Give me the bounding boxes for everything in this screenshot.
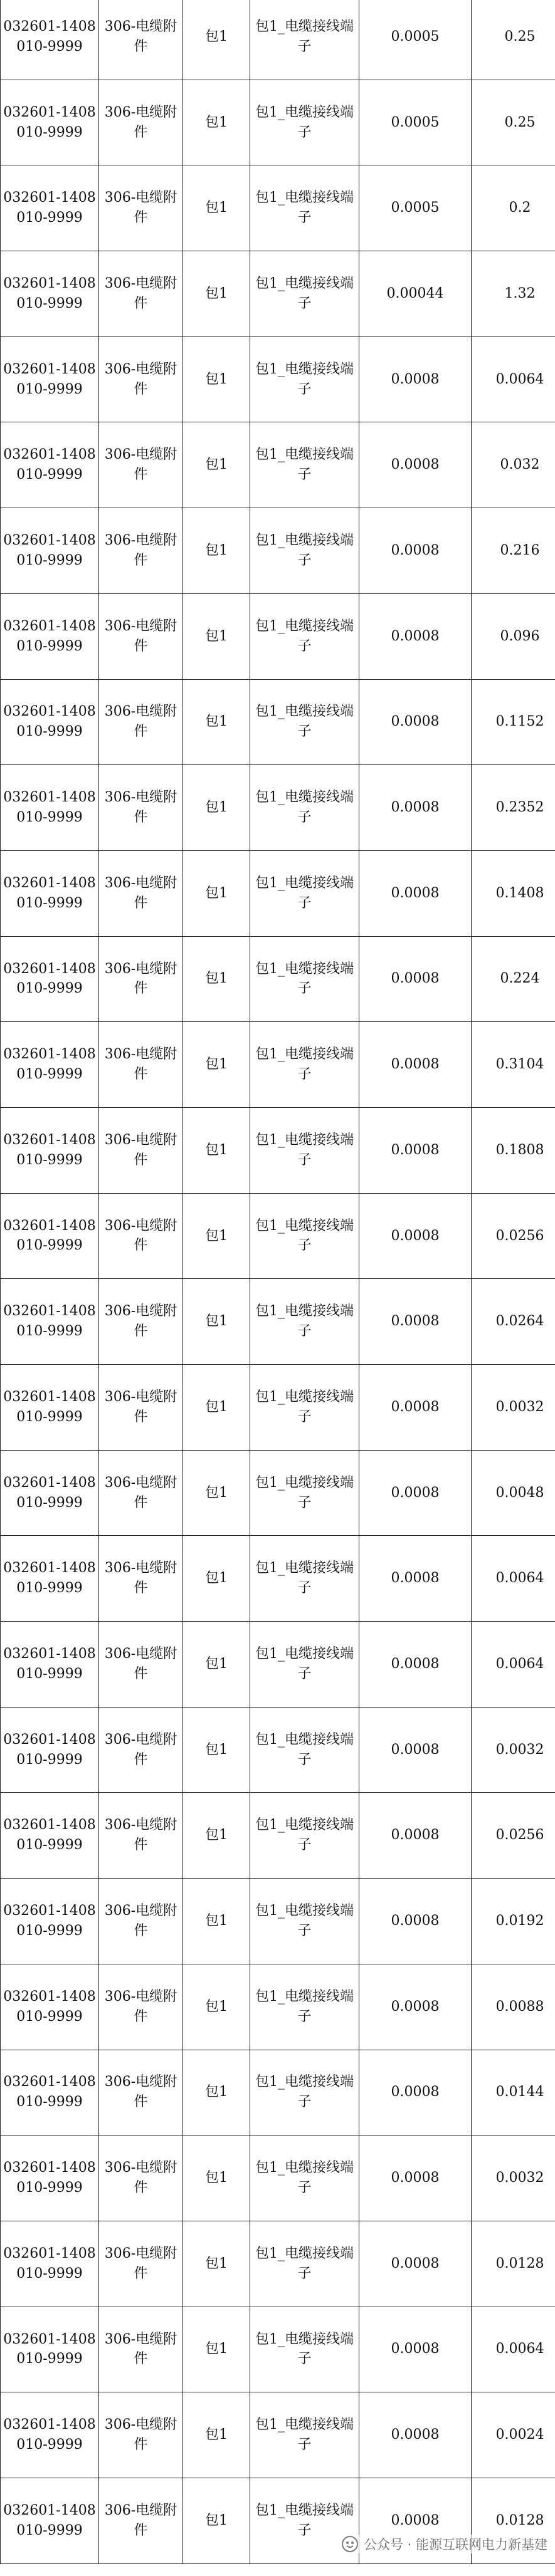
quantity-cell: 0.224 xyxy=(472,936,555,1022)
unit-value-cell: 0.00044 xyxy=(359,251,472,337)
package-cell: 包1 xyxy=(183,1793,250,1879)
category-cell: 306-电缆附件 xyxy=(99,765,183,851)
package-cell: 包1 xyxy=(183,1450,250,1536)
package-cell: 包1 xyxy=(183,0,250,80)
material-name-cell: 包1_电缆接线端子 xyxy=(250,1107,359,1193)
unit-value-cell: 0.0008 xyxy=(359,1107,472,1193)
material-name-cell: 包1_电缆接线端子 xyxy=(250,2478,359,2563)
table-row xyxy=(1,1879,555,1964)
material-code-cell: 032601-1408010-9999 xyxy=(1,1107,99,1193)
package-cell: 包1 xyxy=(183,2478,250,2563)
unit-value-cell: 0.0008 xyxy=(359,2307,472,2392)
material-code-cell: 032601-1408010-9999 xyxy=(1,936,99,1022)
material-name-cell: 包1_电缆接线端子 xyxy=(250,336,359,422)
table-row xyxy=(1,1279,555,1365)
unit-value-cell: 0.0008 xyxy=(359,2392,472,2478)
material-name-cell: 包1_电缆接线端子 xyxy=(250,80,359,165)
material-name-cell: 包1_电缆接线端子 xyxy=(250,1450,359,1536)
quantity-cell: 0.3104 xyxy=(472,1022,555,1108)
package-cell: 包1 xyxy=(183,80,250,165)
material-code-cell: 032601-1408010-9999 xyxy=(1,508,99,594)
material-code-cell: 032601-1408010-9999 xyxy=(1,2050,99,2135)
category-cell: 306-电缆附件 xyxy=(99,422,183,508)
quantity-cell: 0.0064 xyxy=(472,336,555,422)
quantity-cell: 0.096 xyxy=(472,593,555,679)
quantity-cell: 0.0256 xyxy=(472,1793,555,1879)
quantity-cell: 0.1152 xyxy=(472,679,555,765)
table-row xyxy=(1,2392,555,2478)
material-code-cell: 032601-1408010-9999 xyxy=(1,0,99,80)
category-cell: 306-电缆附件 xyxy=(99,336,183,422)
unit-value-cell: 0.0008 xyxy=(359,2478,472,2563)
package-cell: 包1 xyxy=(183,765,250,851)
package-cell: 包1 xyxy=(183,1536,250,1622)
material-code-cell: 032601-1408010-9999 xyxy=(1,1622,99,1708)
quantity-cell: 0.0048 xyxy=(472,1450,555,1536)
material-code-cell: 032601-1408010-9999 xyxy=(1,1793,99,1879)
table-row xyxy=(1,336,555,422)
wechat-official-account-icon xyxy=(341,2535,359,2553)
table-row xyxy=(1,1536,555,1622)
material-name-cell: 包1_电缆接线端子 xyxy=(250,2050,359,2135)
category-cell: 306-电缆附件 xyxy=(99,1707,183,1793)
table-row xyxy=(1,1793,555,1879)
quantity-cell: 0.0128 xyxy=(472,2221,555,2307)
unit-value-cell: 0.0008 xyxy=(359,1879,472,1964)
material-code-cell: 032601-1408010-9999 xyxy=(1,1022,99,1108)
table-row xyxy=(1,0,555,80)
package-cell: 包1 xyxy=(183,1964,250,2050)
category-cell: 306-电缆附件 xyxy=(99,1107,183,1193)
package-cell: 包1 xyxy=(183,251,250,337)
package-cell: 包1 xyxy=(183,2135,250,2221)
quantity-cell: 0.2352 xyxy=(472,765,555,851)
category-cell: 306-电缆附件 xyxy=(99,508,183,594)
category-cell: 306-电缆附件 xyxy=(99,2307,183,2392)
table-row xyxy=(1,2221,555,2307)
category-cell: 306-电缆附件 xyxy=(99,80,183,165)
material-code-cell: 032601-1408010-9999 xyxy=(1,2307,99,2392)
table-row xyxy=(1,936,555,1022)
package-cell: 包1 xyxy=(183,1279,250,1365)
material-code-cell: 032601-1408010-9999 xyxy=(1,2478,99,2563)
package-cell: 包1 xyxy=(183,508,250,594)
quantity-cell: 0.2 xyxy=(472,165,555,251)
table-row xyxy=(1,2135,555,2221)
material-name-cell: 包1_电缆接线端子 xyxy=(250,2135,359,2221)
table-row xyxy=(1,165,555,251)
material-name-cell: 包1_电缆接线端子 xyxy=(250,2392,359,2478)
quantity-cell: 0.25 xyxy=(472,80,555,165)
category-cell: 306-电缆附件 xyxy=(99,2050,183,2135)
table-row xyxy=(1,1707,555,1793)
package-cell: 包1 xyxy=(183,2050,250,2135)
quantity-cell: 0.0264 xyxy=(472,1279,555,1365)
material-name-cell: 包1_电缆接线端子 xyxy=(250,251,359,337)
material-code-cell: 032601-1408010-9999 xyxy=(1,593,99,679)
category-cell: 306-电缆附件 xyxy=(99,2135,183,2221)
table-row xyxy=(1,1622,555,1708)
package-cell: 包1 xyxy=(183,679,250,765)
material-code-cell: 032601-1408010-9999 xyxy=(1,1193,99,1279)
category-cell: 306-电缆附件 xyxy=(99,1536,183,1622)
unit-value-cell: 0.0008 xyxy=(359,850,472,936)
table-row xyxy=(1,850,555,936)
unit-value-cell: 0.0008 xyxy=(359,1622,472,1708)
unit-value-cell: 0.0008 xyxy=(359,936,472,1022)
quantity-cell: 0.0088 xyxy=(472,1964,555,2050)
unit-value-cell: 0.0008 xyxy=(359,1964,472,2050)
material-name-cell: 包1_电缆接线端子 xyxy=(250,1707,359,1793)
category-cell: 306-电缆附件 xyxy=(99,679,183,765)
unit-value-cell: 0.0008 xyxy=(359,765,472,851)
package-cell: 包1 xyxy=(183,936,250,1022)
category-cell: 306-电缆附件 xyxy=(99,1879,183,1964)
watermark-text: 公众号 · 能源互联网电力新基建 xyxy=(363,2537,547,2552)
category-cell: 306-电缆附件 xyxy=(99,251,183,337)
table-row xyxy=(1,251,555,337)
package-cell: 包1 xyxy=(183,593,250,679)
material-name-cell: 包1_电缆接线端子 xyxy=(250,422,359,508)
unit-value-cell: 0.0008 xyxy=(359,1022,472,1108)
unit-value-cell: 0.0008 xyxy=(359,2050,472,2135)
material-code-cell: 032601-1408010-9999 xyxy=(1,850,99,936)
category-cell: 306-电缆附件 xyxy=(99,1022,183,1108)
category-cell: 306-电缆附件 xyxy=(99,593,183,679)
material-name-cell: 包1_电缆接线端子 xyxy=(250,593,359,679)
quantity-cell: 0.216 xyxy=(472,508,555,594)
material-name-cell: 包1_电缆接线端子 xyxy=(250,508,359,594)
category-cell: 306-电缆附件 xyxy=(99,936,183,1022)
category-cell: 306-电缆附件 xyxy=(99,1193,183,1279)
unit-value-cell: 0.0005 xyxy=(359,165,472,251)
quantity-cell: 0.0032 xyxy=(472,2135,555,2221)
package-cell: 包1 xyxy=(183,1365,250,1451)
material-name-cell: 包1_电缆接线端子 xyxy=(250,2307,359,2392)
material-code-cell: 032601-1408010-9999 xyxy=(1,1450,99,1536)
unit-value-cell: 0.0008 xyxy=(359,1450,472,1536)
material-code-cell: 032601-1408010-9999 xyxy=(1,2221,99,2307)
table-row xyxy=(1,80,555,165)
category-cell: 306-电缆附件 xyxy=(99,1279,183,1365)
quantity-cell: 0.1408 xyxy=(472,850,555,936)
material-code-cell: 032601-1408010-9999 xyxy=(1,165,99,251)
material-code-cell: 032601-1408010-9999 xyxy=(1,80,99,165)
quantity-cell: 0.0064 xyxy=(472,2307,555,2392)
category-cell: 306-电缆附件 xyxy=(99,1450,183,1536)
package-cell: 包1 xyxy=(183,422,250,508)
package-cell: 包1 xyxy=(183,1193,250,1279)
quantity-cell: 0.0064 xyxy=(472,1622,555,1708)
material-name-cell: 包1_电缆接线端子 xyxy=(250,679,359,765)
table-body xyxy=(1,0,555,2563)
material-code-cell: 032601-1408010-9999 xyxy=(1,1536,99,1622)
category-cell: 306-电缆附件 xyxy=(99,2478,183,2563)
material-code-cell: 032601-1408010-9999 xyxy=(1,422,99,508)
package-cell: 包1 xyxy=(183,165,250,251)
material-code-cell: 032601-1408010-9999 xyxy=(1,1365,99,1451)
quantity-cell: 0.0032 xyxy=(472,1707,555,1793)
table-row xyxy=(1,593,555,679)
unit-value-cell: 0.0008 xyxy=(359,1193,472,1279)
material-code-cell: 032601-1408010-9999 xyxy=(1,336,99,422)
unit-value-cell: 0.0008 xyxy=(359,422,472,508)
quantity-cell: 0.0128 xyxy=(472,2478,555,2563)
package-cell: 包1 xyxy=(183,2392,250,2478)
package-cell: 包1 xyxy=(183,1879,250,1964)
material-name-cell: 包1_电缆接线端子 xyxy=(250,165,359,251)
category-cell: 306-电缆附件 xyxy=(99,0,183,80)
material-code-cell: 032601-1408010-9999 xyxy=(1,1964,99,2050)
package-cell: 包1 xyxy=(183,1022,250,1108)
table-row xyxy=(1,1964,555,2050)
material-code-cell: 032601-1408010-9999 xyxy=(1,1707,99,1793)
material-code-cell: 032601-1408010-9999 xyxy=(1,765,99,851)
material-name-cell: 包1_电缆接线端子 xyxy=(250,1279,359,1365)
package-cell: 包1 xyxy=(183,850,250,936)
unit-value-cell: 0.0008 xyxy=(359,336,472,422)
category-cell: 306-电缆附件 xyxy=(99,1622,183,1708)
material-name-cell: 包1_电缆接线端子 xyxy=(250,1022,359,1108)
material-name-cell: 包1_电缆接线端子 xyxy=(250,1622,359,1708)
material-code-cell: 032601-1408010-9999 xyxy=(1,2135,99,2221)
material-code-cell: 032601-1408010-9999 xyxy=(1,1879,99,1964)
material-name-cell: 包1_电缆接线端子 xyxy=(250,0,359,80)
table-row xyxy=(1,679,555,765)
quantity-cell: 0.0032 xyxy=(472,1365,555,1451)
package-cell: 包1 xyxy=(183,2221,250,2307)
package-cell: 包1 xyxy=(183,1622,250,1708)
table-row xyxy=(1,1022,555,1108)
quantity-cell: 0.1808 xyxy=(472,1107,555,1193)
quantity-cell: 0.0256 xyxy=(472,1193,555,1279)
unit-value-cell: 0.0008 xyxy=(359,679,472,765)
category-cell: 306-电缆附件 xyxy=(99,165,183,251)
material-name-cell: 包1_电缆接线端子 xyxy=(250,2221,359,2307)
table-row xyxy=(1,2050,555,2135)
material-code-cell: 032601-1408010-9999 xyxy=(1,679,99,765)
material-name-cell: 包1_电缆接线端子 xyxy=(250,1793,359,1879)
category-cell: 306-电缆附件 xyxy=(99,1793,183,1879)
unit-value-cell: 0.0008 xyxy=(359,508,472,594)
category-cell: 306-电缆附件 xyxy=(99,1365,183,1451)
table-row xyxy=(1,765,555,851)
quantity-cell: 0.0192 xyxy=(472,1879,555,1964)
unit-value-cell: 0.0008 xyxy=(359,593,472,679)
material-code-cell: 032601-1408010-9999 xyxy=(1,1279,99,1365)
material-name-cell: 包1_电缆接线端子 xyxy=(250,765,359,851)
package-cell: 包1 xyxy=(183,336,250,422)
table-row xyxy=(1,508,555,594)
unit-value-cell: 0.0008 xyxy=(359,1707,472,1793)
category-cell: 306-电缆附件 xyxy=(99,850,183,936)
quantity-cell: 0.0064 xyxy=(472,1536,555,1622)
material-name-cell: 包1_电缆接线端子 xyxy=(250,1365,359,1451)
package-cell: 包1 xyxy=(183,1107,250,1193)
material-name-cell: 包1_电缆接线端子 xyxy=(250,1964,359,2050)
unit-value-cell: 0.0008 xyxy=(359,1279,472,1365)
quantity-cell: 0.0024 xyxy=(472,2392,555,2478)
package-cell: 包1 xyxy=(183,2307,250,2392)
quantity-cell: 0.0144 xyxy=(472,2050,555,2135)
category-cell: 306-电缆附件 xyxy=(99,2392,183,2478)
category-cell: 306-电缆附件 xyxy=(99,2221,183,2307)
table-row xyxy=(1,1450,555,1536)
unit-value-cell: 0.0008 xyxy=(359,2221,472,2307)
unit-value-cell: 0.0005 xyxy=(359,0,472,80)
category-cell: 306-电缆附件 xyxy=(99,1964,183,2050)
material-name-cell: 包1_电缆接线端子 xyxy=(250,850,359,936)
table-row xyxy=(1,1193,555,1279)
unit-value-cell: 0.0005 xyxy=(359,80,472,165)
material-name-cell: 包1_电缆接线端子 xyxy=(250,936,359,1022)
unit-value-cell: 0.0008 xyxy=(359,2135,472,2221)
material-name-cell: 包1_电缆接线端子 xyxy=(250,1879,359,1964)
table-row xyxy=(1,1365,555,1451)
table-row xyxy=(1,1107,555,1193)
unit-value-cell: 0.0008 xyxy=(359,1793,472,1879)
material-code-cell: 032601-1408010-9999 xyxy=(1,251,99,337)
material-name-cell: 包1_电缆接线端子 xyxy=(250,1536,359,1622)
quantity-cell: 0.25 xyxy=(472,0,555,80)
material-code-cell: 032601-1408010-9999 xyxy=(1,2392,99,2478)
quantity-cell: 1.32 xyxy=(472,251,555,337)
watermark xyxy=(341,2535,547,2553)
quantity-cell: 0.032 xyxy=(472,422,555,508)
table-row xyxy=(1,2307,555,2392)
table-row xyxy=(1,422,555,508)
material-name-cell: 包1_电缆接线端子 xyxy=(250,1193,359,1279)
package-cell: 包1 xyxy=(183,1707,250,1793)
unit-value-cell: 0.0008 xyxy=(359,1536,472,1622)
unit-value-cell: 0.0008 xyxy=(359,1365,472,1451)
